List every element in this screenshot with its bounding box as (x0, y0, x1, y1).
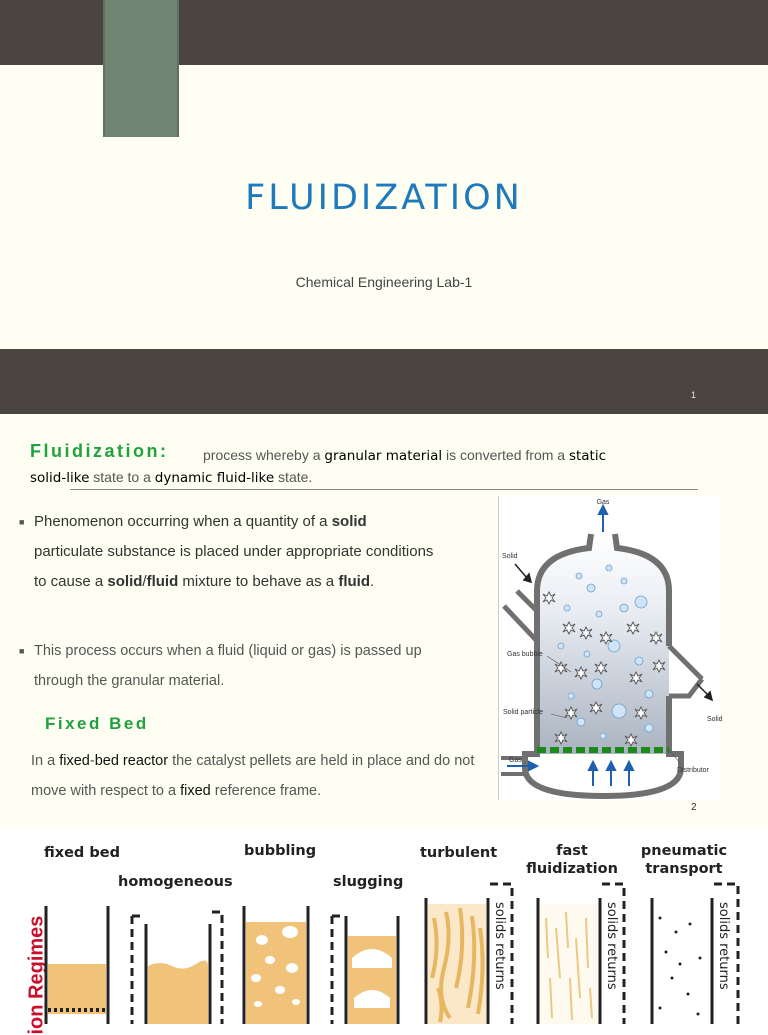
label-gas-in: Gas (509, 757, 522, 764)
fixed-bed-keyword: fixed (59, 753, 90, 769)
divider (70, 489, 698, 490)
vessel-interior (537, 534, 669, 754)
bullet-process (19, 636, 459, 696)
regime-label-pneumatic-transport: pneumatic transport (640, 843, 728, 877)
solid-inlet-pipe (504, 591, 537, 641)
regimes-slide (0, 828, 768, 1035)
regime-label-homogeneous: homogeneous (118, 874, 233, 890)
label-gas-bubble: Gas bubble (507, 651, 543, 658)
label-solid-particle: Solid particle (503, 709, 544, 716)
column-slugging (332, 916, 398, 1024)
bullet-text: . (369, 573, 375, 590)
definition-text: state to a (89, 469, 155, 485)
slide-subtitle: Chemical Engineering Lab-1 (295, 274, 473, 290)
fluidization-heading: Fluidization: (30, 441, 169, 461)
regime-label-fast-fluidization: fast fluidization (526, 843, 618, 877)
definition-text: is converted from a (442, 447, 569, 463)
definition-keyword: solid-like (30, 470, 90, 486)
column-turbulent (426, 884, 512, 1024)
fixed-bed-part: In a (31, 753, 60, 769)
definition-keyword: granular material (324, 448, 443, 464)
regimes-diagram (0, 828, 768, 1024)
definition-text: state. (274, 469, 313, 485)
column-bubbling (244, 906, 308, 1024)
definition-slide (0, 414, 768, 828)
bottom-bar (0, 349, 768, 414)
bullet-bold: fluid (146, 573, 179, 590)
fixed-bed-heading: Fixed Bed (45, 714, 149, 733)
fixed-bed-keyword: fixed (180, 783, 211, 799)
bullet-phenomenon (19, 507, 439, 597)
regimes-side-label: ion Regimes (25, 915, 48, 1035)
page-number: 2 (691, 802, 697, 813)
regime-label-fixed-bed: fixed bed (44, 845, 120, 861)
solids-returns-label: solids returns (604, 902, 619, 990)
bullet-bold: fluid (338, 573, 370, 590)
solids-returns-label: solids returns (492, 902, 507, 990)
label-distributor: Distributor (677, 767, 709, 774)
definition-line-2 (30, 469, 312, 486)
bullet-text: particulate substance is placed under appropriate conditions to cause a (34, 543, 434, 590)
definition-line-1 (203, 447, 606, 464)
bullet-bold: solid (107, 573, 143, 590)
fixed-bed-text (31, 746, 481, 806)
definition-keyword: dynamic fluid-like (154, 470, 275, 486)
fixed-bed-part: the catalyst pellets are held in place and do not move with respect to a (31, 753, 475, 799)
bullet-icon: ■ (19, 646, 25, 656)
bullet-text: Phenomenon occurring when a quantity of a (34, 513, 332, 530)
definition-text: process whereby a (203, 447, 325, 463)
solid-outlet-pipe (669, 646, 702, 696)
bullet-icon: ■ (19, 517, 25, 527)
column-fast-fluidization (538, 884, 624, 1024)
column-homogeneous (132, 912, 222, 1024)
label-solid-out: Solid (707, 716, 723, 723)
column-pneumatic-transport (652, 884, 738, 1024)
bullet-text: mixture to behave as a (178, 573, 339, 590)
fixed-bed-keyword: bed reactor (94, 753, 169, 769)
column-fixed-bed (46, 906, 108, 1024)
title-slide (0, 0, 768, 414)
label-gas-top: Gas (596, 499, 610, 506)
fixed-bed-part: reference frame. (210, 783, 322, 799)
definition-keyword: static (568, 448, 607, 464)
regime-label-bubbling: bubbling (244, 843, 317, 859)
regime-label-slugging: slugging (333, 874, 404, 890)
fluidized-bed-diagram (499, 496, 721, 800)
bullet-bold: solid (331, 513, 367, 530)
bookmark-ribbon (103, 0, 179, 137)
regime-label-turbulent: turbulent (420, 845, 498, 861)
page-number: 1 (690, 390, 696, 400)
bullet-text: This process occurs when a fluid (liquid or gas) is passed up through the granular material. (34, 643, 422, 689)
solids-returns-label: solids returns (716, 902, 731, 990)
label-solid-in: Solid (502, 553, 518, 560)
fixed-bed-part: - (89, 753, 95, 769)
slide-title: FLUIDIZATION (245, 178, 523, 218)
fluidized-bed-figure (498, 496, 721, 800)
bullet-text: / (142, 573, 147, 590)
